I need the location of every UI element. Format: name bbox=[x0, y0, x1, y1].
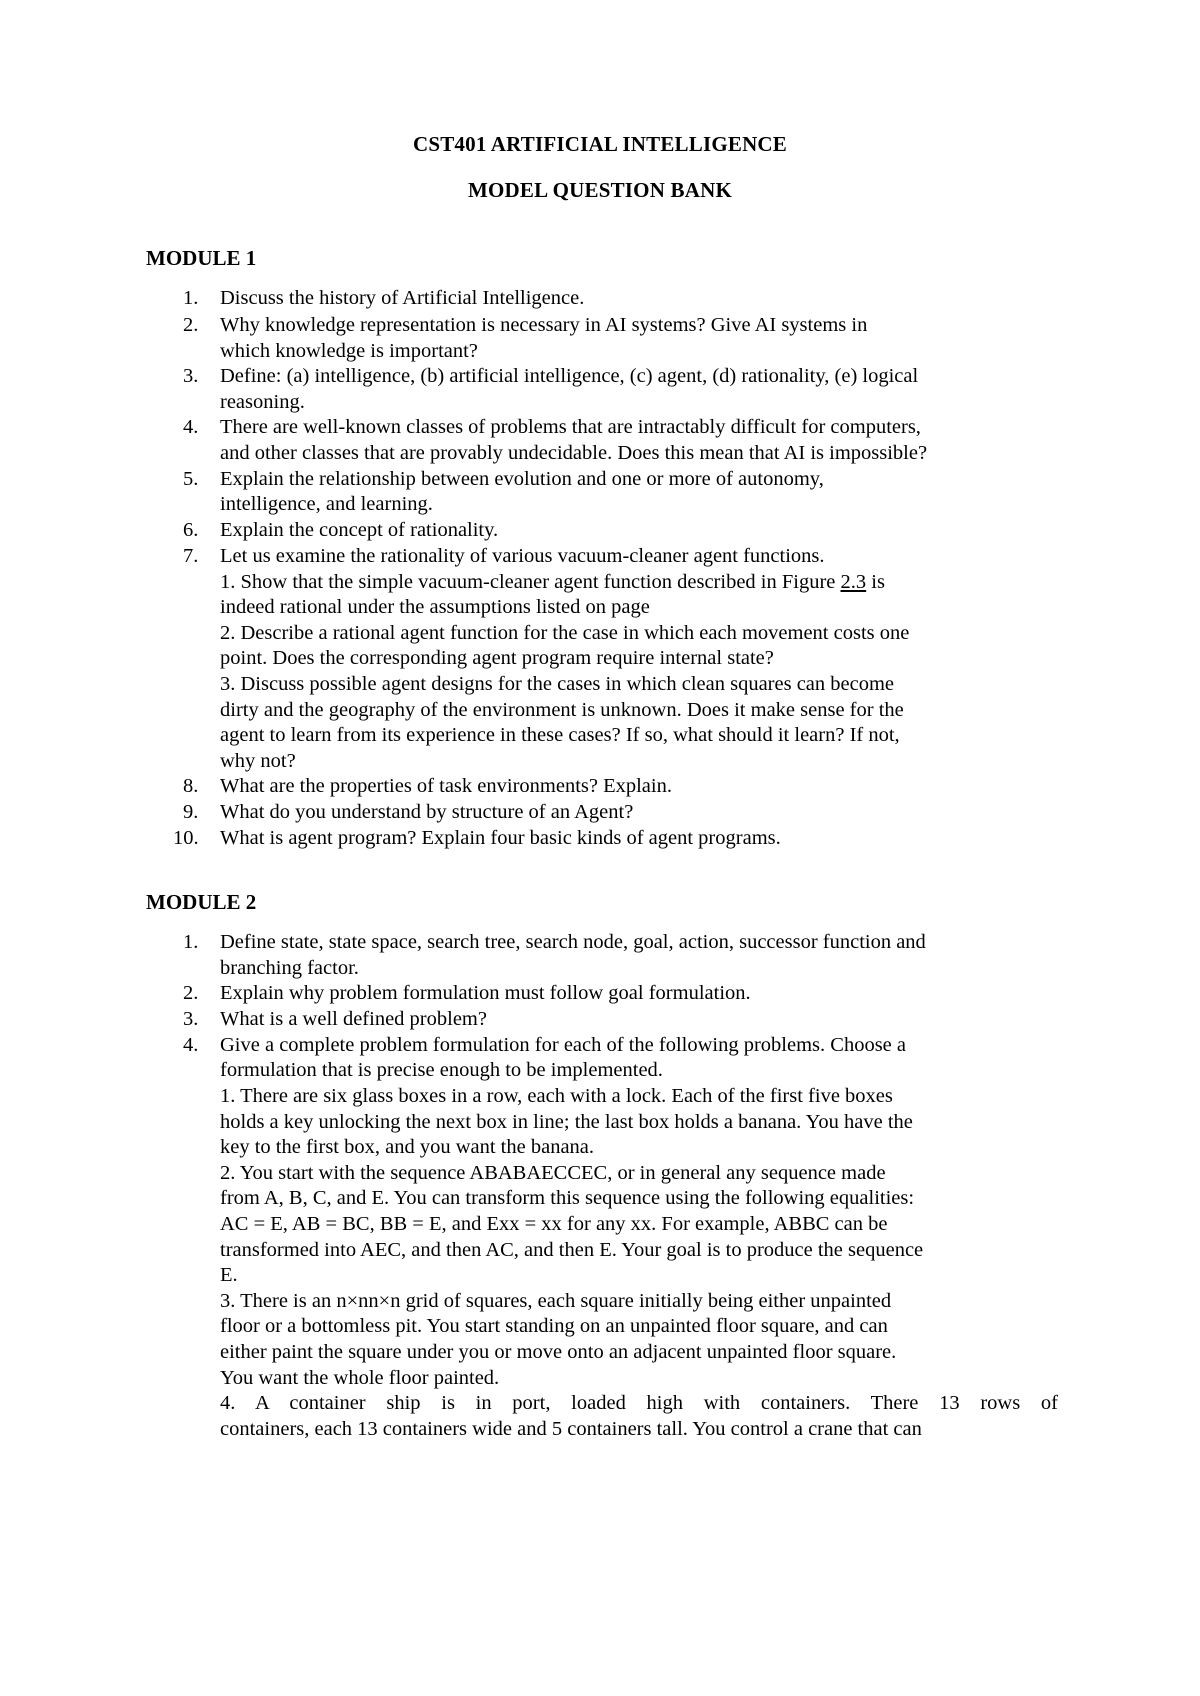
sub-question-text: 3. Discuss possible agent designs for the cases in which clean squares can become bbox=[220, 673, 895, 695]
sub-question-text: from A, B, C, and E. You can transform this sequence using the following equalities: bbox=[220, 1187, 915, 1209]
sub-question-text: floor or a bottomless pit. You start standing on an unpainted floor square, and can bbox=[220, 1315, 888, 1337]
sub-question-text: transformed into AEC, and then AC, and then E. Your goal is to produce the sequence bbox=[220, 1239, 924, 1261]
question-text: Give a complete problem formulation for each of the following problems. Choose a bbox=[220, 1034, 906, 1056]
question-text: and other classes that are provably undecidable. Does this mean that AI is impossible? bbox=[220, 442, 928, 464]
sub-question-text: key to the first box, and you want the banana. bbox=[220, 1136, 595, 1158]
document-subtitle: MODEL QUESTION BANK bbox=[467, 178, 732, 202]
question-number: 3. bbox=[183, 1008, 199, 1030]
sub-question-text: why not? bbox=[220, 750, 296, 772]
document-title: CST401 ARTIFICIAL INTELLIGENCE bbox=[412, 132, 788, 156]
sub-question-text: 2. You start with the sequence ABABAECCEC, or in general any sequence made bbox=[220, 1162, 886, 1184]
sub-question-text: 3. There is an n×nn×n grid of squares, each square initially being either unpainted bbox=[220, 1290, 892, 1312]
sub-question-text: You want the whole floor painted. bbox=[220, 1367, 500, 1389]
sub-question-text: dirty and the geography of the environment is unknown. Does it make sense for the bbox=[220, 699, 904, 721]
question-text: Explain the relationship between evolution and one or more of autonomy, bbox=[220, 468, 824, 490]
sub-question-text: 1. There are six glass boxes in a row, each with a lock. Each of the first five boxes bbox=[220, 1085, 893, 1107]
question-number: 6. bbox=[183, 519, 199, 541]
question-text: branching factor. bbox=[220, 957, 359, 979]
question-number: 1. bbox=[183, 931, 199, 953]
question-text: which knowledge is important? bbox=[220, 340, 478, 362]
sub-question-text: agent to learn from its experience in these cases? If so, what should it learn? If not, bbox=[220, 724, 900, 746]
sub-question-text: containers, each 13 containers wide and 5 containers tall. You control a crane that can bbox=[220, 1418, 922, 1440]
question-number: 5. bbox=[183, 468, 199, 490]
question-number: 10. bbox=[173, 827, 199, 849]
question-text: intelligence, and learning. bbox=[220, 493, 433, 515]
question-text: Define: (a) intelligence, (b) artificial intelligence, (c) agent, (d) rationality, (e) logical bbox=[220, 365, 919, 387]
question-text: Discuss the history of Artificial Intelligence. bbox=[220, 287, 585, 309]
question-number: 2. bbox=[183, 982, 199, 1004]
question-text: Define state, state space, search tree, search node, goal, action, successor function and bbox=[220, 931, 926, 953]
question-text: What is agent program? Explain four basic kinds of agent programs. bbox=[220, 827, 781, 849]
question-number: 8. bbox=[183, 775, 199, 797]
sub-question-text: either paint the square under you or move onto an adjacent unpainted floor square. bbox=[220, 1341, 897, 1363]
question-text: There are well-known classes of problems that are intractably difficult for computers, bbox=[220, 416, 921, 438]
question-number: 3. bbox=[183, 365, 199, 387]
sub-question-text: point. Does the corresponding agent program require internal state? bbox=[220, 647, 774, 669]
sub-question-text: AC = E, AB = BC, BB = E, and Exx = xx for any xx. For example, ABBC can be bbox=[220, 1213, 888, 1235]
question-text: Explain why problem formulation must follow goal formulation. bbox=[220, 982, 751, 1004]
sub-question-text bbox=[220, 568, 885, 596]
sub-question-text: holds a key unlocking the next box in line; the last box holds a banana. You have the bbox=[220, 1111, 913, 1133]
question-text: What do you understand by structure of an Agent? bbox=[220, 801, 634, 823]
question-text: What are the properties of task environments? Explain. bbox=[220, 775, 672, 797]
sub-question-text: E. bbox=[220, 1264, 238, 1286]
figure-link[interactable]: 2.3 bbox=[840, 571, 867, 593]
question-text: Let us examine the rationality of various vacuum-cleaner agent functions. bbox=[220, 545, 825, 567]
question-number: 4. bbox=[183, 416, 199, 438]
question-number: 1. bbox=[183, 287, 199, 309]
question-text: Why knowledge representation is necessary in AI systems? Give AI systems in bbox=[220, 314, 868, 336]
module-1-heading: MODULE 1 bbox=[146, 246, 257, 270]
sub-question-text: 4. A container ship is in port, loaded high with containers. There 13 rows of bbox=[220, 1392, 1058, 1414]
question-text: What is a well defined problem? bbox=[220, 1008, 487, 1030]
module-2-heading: MODULE 2 bbox=[146, 890, 257, 914]
question-text: Explain the concept of rationality. bbox=[220, 519, 499, 541]
sub-question-text: 2. Describe a rational agent function for the case in which each movement costs one bbox=[220, 622, 910, 644]
question-number: 9. bbox=[183, 801, 199, 823]
question-text: formulation that is precise enough to be implemented. bbox=[220, 1059, 663, 1081]
question-number: 7. bbox=[183, 545, 199, 567]
question-number: 2. bbox=[183, 314, 199, 336]
question-number: 4. bbox=[183, 1034, 199, 1056]
sub-question-text-part: is bbox=[866, 571, 885, 593]
sub-question-text-part: 1. Show that the simple vacuum-cleaner agent function described in Figure bbox=[220, 571, 841, 593]
question-text: reasoning. bbox=[220, 391, 305, 413]
sub-question-text: indeed rational under the assumptions listed on page bbox=[220, 596, 650, 618]
